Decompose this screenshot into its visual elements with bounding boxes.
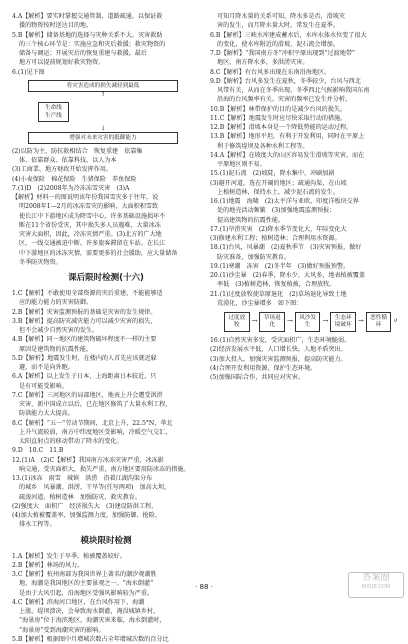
text-line: 体、依靠群众、依靠科技、以人为本 — [12, 156, 200, 165]
text-line: 13.B【解析】地形平坦，有利于开发利用，同时在平原上 — [210, 132, 398, 141]
text-line: 4.A【解析】要实时掌握交通管制、道路疏通，以保证救 — [12, 12, 200, 21]
right-block-2 — [210, 336, 398, 382]
text-line: 的变化，使水库附近的滑坡、泥石流会增加。 — [210, 40, 398, 49]
text-line: 区，一线交通被迫中断。许多旅客滞留在车站。在长江 — [12, 239, 200, 248]
text-line: (5)加强国际合作，共同应对灾害。 — [210, 373, 398, 382]
text-line: 7.D【解析】“我国南方冬”冲积平原出现到“过渡地带” — [210, 49, 398, 58]
text-line: 地区，南方降水多，多洪涝灾害。 — [210, 58, 398, 67]
text-line: 1.A【解析】发生于旱季，植被覆盖较好。 — [12, 552, 200, 561]
text-line: (4)加大植被覆盖率，加强监测力度，加强防御、抢险、 — [12, 511, 200, 520]
text-line: 16.(1)地震 海啸 (2)太平洋与亚欧、印度洋板块交界 — [210, 197, 398, 206]
chain-node: 风沙发生 — [295, 312, 321, 332]
text-line: 处的地壳活动频繁 (3)加强地震监测预报； — [210, 206, 398, 215]
text-line: 10.B【解析】林带保护的目的是减少台风的损失。 — [210, 105, 398, 114]
loop-arrow-icon: ↺ — [393, 317, 398, 326]
right-arrow-icon: → — [358, 317, 364, 326]
text-line: 5.B【解析】储备基地的选择与灾种关系不大。灾害救助 — [12, 31, 200, 40]
text-line: 上涨，堤坝溃决，会导致海水倒灌，淹没城镇乡村， — [12, 607, 200, 616]
text-line: 提高建筑物的抗震性能。 — [210, 216, 398, 225]
text-line: 避，而不是向外跑。 — [12, 363, 200, 372]
text-line: 6.A【解析】以上发生于日本，上海距离日本较近，只 — [12, 372, 200, 381]
right-arrow-icon: → — [252, 317, 258, 326]
text-line: 6.(1)见下图 — [12, 68, 200, 77]
text-line: 6.B【解析】三峡水库建成蓄水后，水库水体水位变了很大 — [210, 31, 398, 40]
text-line: 1.C【解析】不敢使用全部资源的灾后重建，不能能够适 — [12, 289, 200, 298]
left-block-4 — [12, 552, 200, 644]
text-line: 13.(1)冰冻 雨雪 城镇 洪涝 沿着江湖沟渠分布 — [12, 474, 200, 483]
right-column — [210, 12, 398, 574]
text-line: 地方可以提前规划好救灾物资。 — [12, 58, 200, 67]
text-line: 使长江中下游地区成为降雪中心，许多基础设施损坏不 — [12, 212, 200, 221]
right-arrow-icon: → — [322, 317, 328, 326]
right-arrow-icon: → — [287, 317, 293, 326]
text-line: 5.D【解析】地震发生时，在楼内的人首先应该就近躲 — [12, 354, 200, 363]
up-arrow-icon: ↑ — [28, 92, 178, 98]
text-line: 沿海的台风频率有关。灾害的频率已发生并分析。 — [210, 95, 398, 104]
watermark-subtext: MXQE.COM — [349, 584, 403, 591]
text-line: 16.(1)自然灾害多发，受灾面积广，生态环境脆弱。 — [210, 336, 398, 345]
flow-bottom-box: 增强对未来灾害的抵御能力 — [28, 132, 178, 144]
text-line: 响交通，受灾面积大，损失严重，南方地区要用防冰冻的措施。 — [12, 465, 200, 474]
text-line: 利于修筑堤坝及各种水利工程等。 — [210, 142, 398, 151]
text-line: 是由于大风引起，沿海地区受强风影响较为严重。 — [12, 589, 200, 598]
text-line: 中下游地区的冰冻灾情，需要更多的社会援助，应大量储备 — [12, 249, 200, 258]
text-line: 4.B【解析】同一地区的建筑物破坏程度不一样的主要 — [12, 335, 200, 344]
grassland-degradation-chain — [224, 312, 398, 332]
text-line: 灾害，新中国成立以后，已在地区修筑了大量水利工程， — [12, 400, 200, 409]
text-line: (4)合理开发利用资源，保护生态环境。 — [210, 364, 398, 373]
text-line: 上升气流较弱，南方中纬度地区受影响，冷暖空气交汇， — [12, 428, 200, 437]
text-line: (4)小麦保险 棉花保险 生猪保险 养鱼保险 — [12, 175, 200, 184]
flow-middle — [38, 102, 178, 122]
chain-node: 恶性循环 — [366, 312, 392, 332]
chain-node: 生态环境破坏 — [330, 312, 356, 332]
text-line: 太阳直射点的移动带动了降水的变化。 — [12, 437, 200, 446]
flow-middle-box — [38, 102, 69, 122]
text-line: (3)修建水利工程；植树造林；合理利用水资源。 — [210, 234, 398, 243]
text-line: 平原地区则不易。 — [210, 160, 398, 169]
text-line: “海景房”受到海潮灾害的影响。 — [12, 626, 200, 635]
text-line: 防洪能力大大提高。 — [12, 409, 200, 418]
lifeline-label: 生命线 — [45, 104, 62, 112]
text-line: 20.(1)沙尘暴 (2)春季，降水少，大风多，地表植被覆盖 — [210, 271, 398, 280]
text-line: 防灾准备，加强防灾教育。 — [210, 253, 398, 262]
chain-node: 草场退化 — [259, 312, 285, 332]
text-line: 地，海潮是我国地区的主要景观之一。“海水倒灌” — [12, 579, 200, 588]
text-line: 11.C【解析】地震发生时应尽快采取行动的措施。 — [210, 114, 398, 123]
text-line: 储备与调运；开展灾后的恢复重建与救援。最后 — [12, 49, 200, 58]
left-block-2 — [12, 147, 200, 267]
left-block-3 — [12, 289, 200, 530]
text-line: 2.B【解析】林场的风力。 — [12, 561, 200, 570]
text-line: 的城乡 风暴潮、洪涝、干旱等(任写两项) 加高大坝、 — [12, 483, 200, 492]
text-line: 9.D【解析】台风多发生在夏秋，冬季较少，台风与西北 — [210, 77, 398, 86]
text-line: 明2008年1—2月的冰冻雪灾的影响，大面积积雪致 — [12, 202, 200, 211]
text-line: 风带有关，从而在冬季出现。冬季西北气候影响我国东南 — [210, 86, 398, 95]
section-title-module-test: 模块限时检测 — [12, 533, 200, 549]
text-line: 上植树造林，保持水土，减少泥石流的发生。 — [210, 188, 398, 197]
page-number: · 88 · — [0, 583, 408, 592]
text-line: 2.B【解析】灾害监测预报的基础是灾害的发生规律。 — [12, 308, 200, 317]
text-line: (3)避开河道，选在开阔的地区；疏通沟渠，在山坡 — [210, 179, 398, 188]
text-line: 排水工程等。 — [12, 520, 200, 529]
text-line: 原因是建筑物的抗震性能。 — [12, 345, 200, 354]
text-line: (3)加大投入，加强灾害监测预报，提高防灾能力。 — [210, 355, 398, 364]
text-line: 是有可能受影响。 — [12, 382, 200, 391]
text-line: 18.(1)台风，风暴潮 (2)夏秋季节 (3)灾害预报，做好 — [210, 243, 398, 252]
left-block-1 — [12, 12, 200, 77]
text-line: 荒漠化，沙尘暴增多 如下图： — [210, 299, 398, 308]
watermark-text: 答案圈 — [362, 573, 389, 583]
text-line: 14.A【解析】在坡度大的山区容易发生滑坡等灾害，而在 — [210, 151, 398, 160]
text-line: (3)工商業、地方财政开始发挥作用。 — [12, 165, 200, 174]
text-line: 可知月降水量的关系可知，降水多是否，滑坡灾 — [210, 12, 398, 21]
text-line: 【解析】材料一的图说明该年份我国雪灾多于往年，说 — [12, 193, 200, 202]
text-line: 8.C【解析】有台风多出现在东南沿海地区。 — [210, 68, 398, 77]
text-line: 但不会减少自然灾害的发生。 — [12, 326, 200, 335]
text-line: 7.(1)D (2)2008年为冷冻冻雪灾害 (3)A — [12, 184, 200, 193]
text-line: 5.B【解析】根据图中月增城次数占全年增城次数的百分比 — [12, 635, 200, 644]
text-line: 12.B【解析】滑坡本身是一个降低势能的运动过程。 — [210, 123, 398, 132]
chain-node: 过度放牧 — [224, 312, 250, 332]
text-line: 援的物资按时送达目的地。 — [12, 21, 200, 30]
text-line: 冬季防灾物资。 — [12, 258, 200, 267]
text-line: 率低 (3)植树造林，恢复植被，合理放牧。 — [210, 280, 398, 289]
text-line: 4.C【解析】滨海河口地区，在台风作用下，海潮 — [12, 598, 200, 607]
text-line: 19.(1)寒潮 冻害 (2)冬半年 (3)做好预报预警。 — [210, 262, 398, 271]
down-arrow-icon: ↓ — [28, 126, 178, 132]
text-line: 17.(1)旱涝灾害 (2)降水季节变化大，年际变化大 — [210, 225, 398, 234]
text-line: 7.C【解析】三河地区的局部地区，地表上升会遭受洪涝 — [12, 391, 200, 400]
text-line: “海景房”位于海滨地区，海潮灾害来临，海水倒灌时， — [12, 616, 200, 625]
text-line: (2)强度大 面积广 经济损失大 (3)建设防洪工程， — [12, 502, 200, 511]
left-column — [12, 12, 200, 574]
right-block-1 — [210, 12, 398, 308]
text-line: 15.(1)泥石流 (2)坡陡，降水集中，冲刷加剧 — [210, 169, 398, 178]
watermark-logo — [348, 572, 404, 598]
text-line: 9.D 10.C 11.B — [12, 446, 200, 455]
text-line: 3.B【解析】提高防灾减灾能力可以减少灾害的损失， — [12, 317, 200, 326]
text-line: 21.(1)过度放牧使草原退化 (2)草场退化导致土地 — [210, 290, 398, 299]
production-line-label: 生产线 — [45, 112, 62, 120]
text-line: (2)经济发展水平低，人口增长快，人地矛盾突出。 — [210, 345, 398, 354]
text-line: 断在11个省份受灾，其中损失多人员遇难，大量冰冻 — [12, 221, 200, 230]
disaster-relief-flow-diagram — [28, 80, 178, 144]
text-line: 3.C【解析】杭州南部为我国世界上著名的潮汐观潮胜 — [12, 570, 200, 579]
text-columns — [12, 12, 398, 574]
flow-top-box: 将灾害造成的损失减轻到最低 — [28, 80, 178, 92]
text-line: 疏浚河道、植树造林 加强防灾、救灾教育。 — [12, 493, 200, 502]
text-line: 的三个核心环节是：实施应急和灾后救援；救灾物资的 — [12, 40, 200, 49]
text-line: 灾害大面积，因此，冷冻灾情严重。(3)北方的广大地 — [12, 230, 200, 239]
text-line: 8.C【解析】“五一”劳动节期间，北京上升，22.5°N，华北 — [12, 419, 200, 428]
text-line: 害的发生，而月降水量大时，常发生在夏季。 — [210, 21, 398, 30]
text-line: (2)以防为主、防抗救相结合 恢复重建 依靠集 — [12, 147, 200, 156]
text-line: 应的能力能力的灾害防御。 — [12, 298, 200, 307]
text-line: 12.(1)A (2)C【解析】我国南方冰冻灾害严重，冰冻影 — [12, 456, 200, 465]
section-title-test-16: 课后限时检测(十六) — [12, 270, 200, 286]
